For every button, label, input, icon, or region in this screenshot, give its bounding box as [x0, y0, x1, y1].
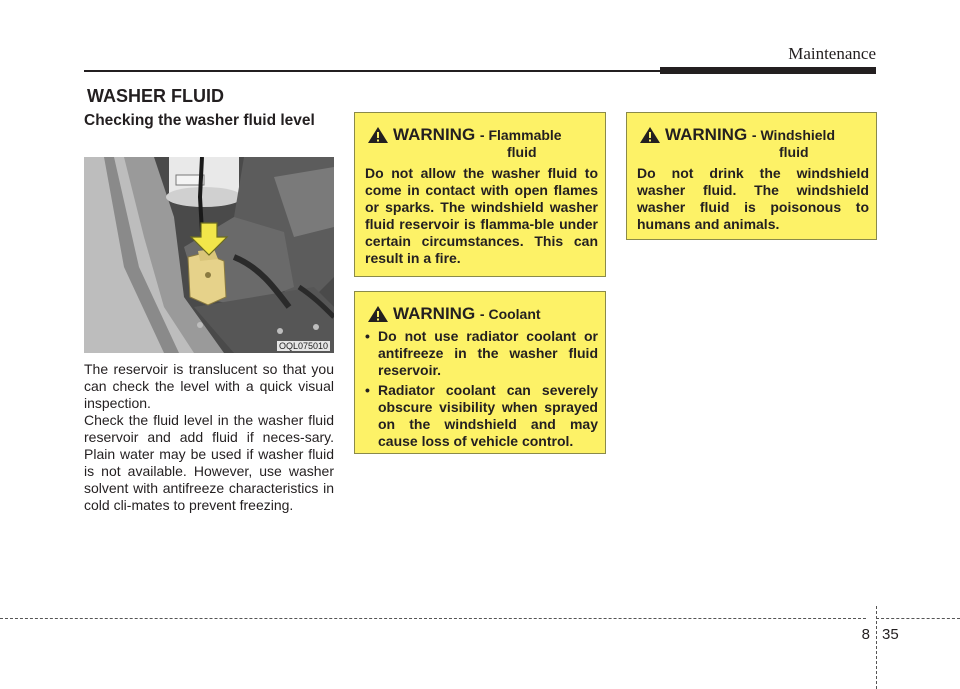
- warning-triangle-icon: [367, 305, 389, 323]
- chapter-number: 8: [861, 626, 870, 643]
- paragraph-check-level: Check the fluid level in the washer fluid reservoir and add fluid if neces-sary. Plain water may be used if washer fluid is not available. However, use washer solvent with antifreeze characteristics in cold cli-mates to prevent freezing.: [84, 412, 334, 513]
- bullet: •: [365, 328, 370, 344]
- warning-header: [367, 125, 597, 159]
- page-number: 35: [882, 626, 899, 643]
- page-title: WASHER FLUID: [87, 86, 224, 106]
- warning-word: WARNING: [393, 125, 476, 144]
- warning-windshield-fluid: [626, 112, 877, 240]
- warning-coolant: [354, 291, 606, 454]
- footer-rule: [0, 618, 866, 619]
- warning-subtitle: - Coolant: [479, 306, 541, 322]
- warning-triangle-icon: [639, 126, 661, 144]
- warning-subtitle: - Windshield: [751, 127, 835, 143]
- footer-rule: [876, 618, 960, 619]
- header-rule: [84, 70, 660, 72]
- warning-flammable-fluid: [354, 112, 606, 277]
- warning-list: [365, 328, 598, 453]
- header-rule-thick: [660, 67, 876, 74]
- warning-word: WARNING: [393, 304, 476, 323]
- warning-subtitle-line2: fluid: [507, 144, 537, 160]
- warning-word: WARNING: [665, 125, 748, 144]
- subheading: Checking the washer fluid level: [84, 112, 315, 129]
- footer-divider: [876, 606, 877, 689]
- warning-subtitle: - Flammable: [479, 127, 562, 143]
- warning-triangle-icon: [367, 126, 389, 144]
- warning-text: Do not allow the washer fluid to come in contact with open flames or sparks. The windshield washer fluid reservoir is flamma-ble under certain circumstances. This can result in a fire.: [365, 165, 598, 266]
- warning-header: [639, 125, 868, 159]
- warning-subtitle-line2: fluid: [779, 144, 809, 160]
- list-item: [365, 328, 598, 379]
- bullet: •: [365, 382, 370, 398]
- figure-code: OQL075010: [278, 341, 328, 351]
- list-item-text: Do not use radiator coolant or antifreeze in the washer fluid reservoir.: [378, 328, 598, 378]
- engine-bay-figure: [84, 157, 334, 353]
- list-item-text: Radiator coolant can severely obscure visibility when sprayed on the windshield and may cause loss of vehicle control.: [378, 382, 598, 449]
- paragraph-reservoir: The reservoir is translucent so that you can check the level with a quick visual inspection.: [84, 361, 334, 411]
- section-header: Maintenance: [788, 44, 876, 63]
- list-item: [365, 382, 598, 450]
- warning-text: Do not drink the windshield washer fluid. The windshield washer fluid is poisonous to humans and animals.: [637, 165, 869, 232]
- engine-bay-illustration: [84, 157, 334, 353]
